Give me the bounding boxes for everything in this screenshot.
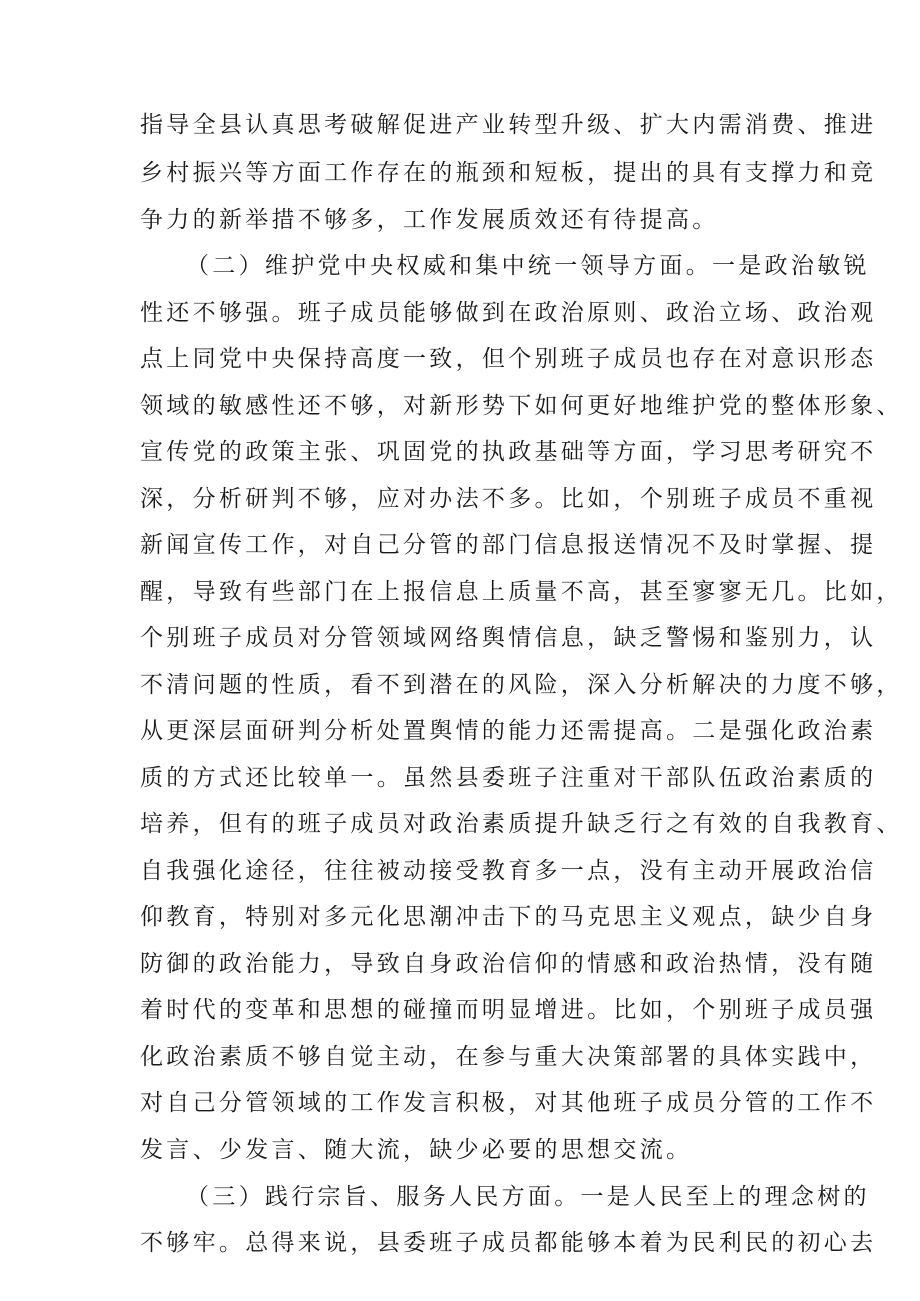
text-line: 仰教育，特别对多元化思潮冲击下的马克思主义观点，缺少自身 <box>140 904 877 930</box>
text-line: 深，分析研判不够，应对办法不多。比如，个别班子成员不重视 <box>140 486 877 512</box>
text-line: 从更深层面研判分析处置舆情的能力还需提高。二是强化政治素 <box>140 718 877 744</box>
text-line: 自我强化途径，往往被动接受教育多一点，没有主动开展政治信 <box>140 858 877 884</box>
text-line: 新闻宣传工作，对自己分管的部门信息报送情况不及时掌握、提 <box>140 532 877 558</box>
text-line: 不够牢。总得来说，县委班子成员都能够本着为民利民的初心去 <box>140 1230 877 1256</box>
section-heading-line: （二）维护党中央权威和集中统一领导方面。一是政治敏锐 <box>186 253 870 279</box>
text-line: 指导全县认真思考破解促进产业转型升级、扩大内需消费、推进 <box>140 112 877 138</box>
text-line: 乡村振兴等方面工作存在的瓶颈和短板，提出的具有支撑力和竞 <box>140 160 877 186</box>
text-line: 培养，但有的班子成员对政治素质提升缺乏行之有效的自我教育、 <box>140 811 903 837</box>
text-line: 点上同党中央保持高度一致，但个别班子成员也存在对意识形态 <box>140 346 877 372</box>
text-line: 性还不够强。班子成员能够做到在政治原则、政治立场、政治观 <box>140 300 877 326</box>
text-line: 个别班子成员对分管领域网络舆情信息，缺乏警惕和鉴别力，认 <box>140 625 877 651</box>
text-line: 领域的敏感性还不够，对新形势下如何更好地维护党的整体形象、 <box>140 393 903 419</box>
text-line: 着时代的变革和思想的碰撞而明显增进。比如，个别班子成员强 <box>140 997 877 1023</box>
text-line: 质的方式还比较单一。虽然县委班子注重对干部队伍政治素质的 <box>140 765 877 791</box>
text-line: 发言、少发言、随大流，缺少必要的思想交流。 <box>140 1137 693 1163</box>
text-line: 争力的新举措不够多，工作发展质效还有待提高。 <box>140 207 719 233</box>
text-line: 醒，导致有些部门在上报信息上质量不高，甚至寥寥无几。比如， <box>140 579 903 605</box>
section-heading-line: （三）践行宗旨、服务人民方面。一是人民至上的理念树的 <box>186 1184 870 1210</box>
text-line: 不清问题的性质，看不到潜在的风险，深入分析解决的力度不够， <box>140 672 903 698</box>
text-line: 对自己分管领域的工作发言积极，对其他班子成员分管的工作不 <box>140 1090 877 1116</box>
text-line: 化政治素质不够自觉主动，在参与重大决策部署的具体实践中， <box>140 1044 877 1070</box>
text-line: 防御的政治能力，导致自身政治信仰的情感和政治热情，没有随 <box>140 951 877 977</box>
text-line: 宣传党的政策主张、巩固党的执政基础等方面，学习思考研究不 <box>140 439 877 465</box>
